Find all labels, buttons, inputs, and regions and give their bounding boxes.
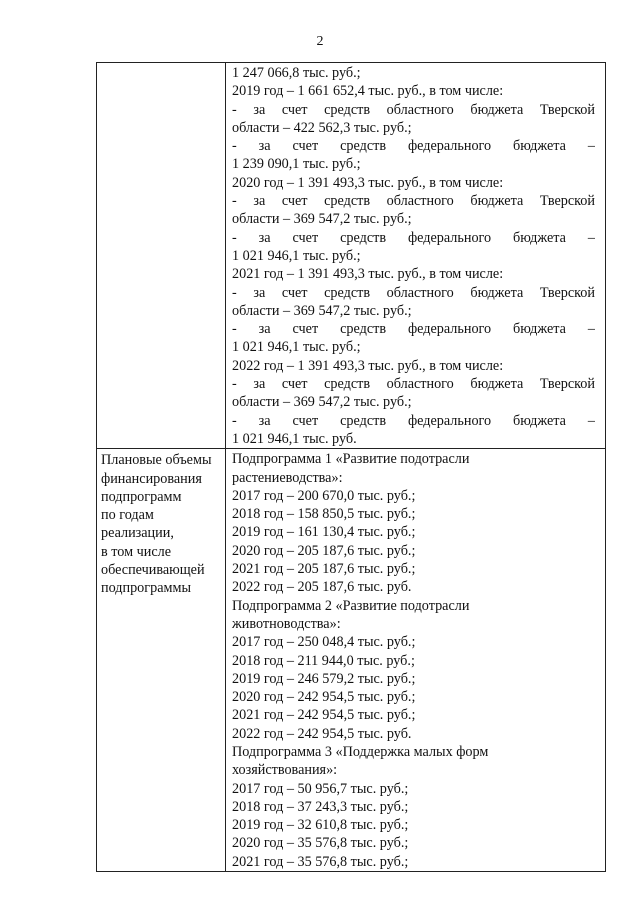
text-line: 2022 год – 1 391 493,3 тыс. руб., в том числе: (232, 357, 504, 374)
text-line: Подпрограмма 2 «Развитие подотрасли (232, 597, 470, 614)
row-label-line: подпрограммы (101, 580, 191, 597)
text-line: 2019 год – 32 610,8 тыс. руб.; (232, 817, 409, 834)
funding-table (96, 62, 606, 872)
text-line: 2019 год – 161 130,4 тыс. руб.; (232, 524, 416, 541)
text-line: области – 369 547,2 тыс. руб.; (232, 302, 412, 319)
text-line: животноводства»: (232, 615, 341, 632)
text-line: хозяйствования»: (232, 762, 338, 779)
row1-right-cell (226, 63, 605, 448)
text-line: 2020 год – 205 187,6 тыс. руб.; (232, 542, 416, 559)
row-label-line: подпрограмм (101, 488, 182, 505)
row-label-line: финансирования (101, 470, 202, 487)
text-line: - за счет средств федерального бюджета – (232, 138, 595, 155)
text-line: 1 021 946,1 тыс. руб. (232, 430, 357, 447)
text-line: области – 369 547,2 тыс. руб.; (232, 211, 412, 228)
text-line: 2020 год – 1 391 493,3 тыс. руб., в том числе: (232, 174, 504, 191)
text-line: 2018 год – 158 850,5 тыс. руб.; (232, 506, 416, 523)
text-line: - за счет средств областного бюджета Тверской (232, 284, 595, 301)
row-label-line: реализации, (101, 525, 174, 542)
table-row-continuation (97, 63, 605, 448)
text-line: - за счет средств областного бюджета Тверской (232, 101, 595, 118)
text-line: 2018 год – 37 243,3 тыс. руб.; (232, 798, 409, 815)
row1-left-cell (97, 63, 226, 448)
row2-right-cell (226, 449, 605, 871)
text-line: 2021 год – 1 391 493,3 тыс. руб., в том числе: (232, 266, 504, 283)
text-line: 2017 год – 200 670,0 тыс. руб.; (232, 487, 416, 504)
text-line: 2020 год – 242 954,5 тыс. руб.; (232, 689, 416, 706)
text-line: растениеводства»: (232, 469, 343, 486)
text-line: 2019 год – 246 579,2 тыс. руб.; (232, 670, 416, 687)
text-line: 1 021 946,1 тыс. руб.; (232, 247, 361, 264)
text-line: 1 021 946,1 тыс. руб.; (232, 339, 361, 356)
table-row-planned-volumes (97, 448, 605, 871)
row-label-line: по годам (101, 507, 154, 524)
text-line: 2017 год – 50 956,7 тыс. руб.; (232, 780, 409, 797)
text-line: Подпрограмма 1 «Развитие подотрасли (232, 451, 470, 468)
text-line: - за счет средств федерального бюджета – (232, 412, 595, 429)
text-line: области – 422 562,3 тыс. руб.; (232, 119, 412, 136)
text-line: 1 239 090,1 тыс. руб.; (232, 156, 361, 173)
text-line: 2020 год – 35 576,8 тыс. руб.; (232, 835, 409, 852)
text-line: - за счет средств областного бюджета Тверской (232, 376, 595, 393)
text-line: 2021 год – 242 954,5 тыс. руб.; (232, 707, 416, 724)
text-line: 2022 год – 242 954,5 тыс. руб. (232, 725, 412, 742)
row-label-line: обеспечивающей (101, 562, 205, 579)
text-line: 2019 год – 1 661 652,4 тыс. руб., в том числе: (232, 83, 504, 100)
page-number: 2 (316, 34, 324, 49)
text-line: 2021 год – 205 187,6 тыс. руб.; (232, 561, 416, 578)
text-line: 2021 год – 35 576,8 тыс. руб.; (232, 853, 409, 870)
text-line: 1 247 066,8 тыс. руб.; (232, 65, 361, 81)
row-label-line: в том числе (101, 543, 172, 560)
text-line: 2017 год – 250 048,4 тыс. руб.; (232, 634, 416, 651)
text-line: - за счет средств федерального бюджета – (232, 321, 595, 338)
text-line: 2018 год – 211 944,0 тыс. руб.; (232, 652, 415, 669)
text-line: области – 369 547,2 тыс. руб.; (232, 394, 412, 411)
row2-left-cell (97, 449, 226, 871)
text-line: Подпрограмма 3 «Поддержка малых форм (232, 743, 489, 760)
text-line: - за счет средств федерального бюджета – (232, 229, 595, 246)
text-line: 2022 год – 205 187,6 тыс. руб. (232, 579, 412, 596)
text-line: - за счет средств областного бюджета Тверской (232, 193, 595, 210)
row-label-line: Плановые объемы (101, 452, 212, 469)
